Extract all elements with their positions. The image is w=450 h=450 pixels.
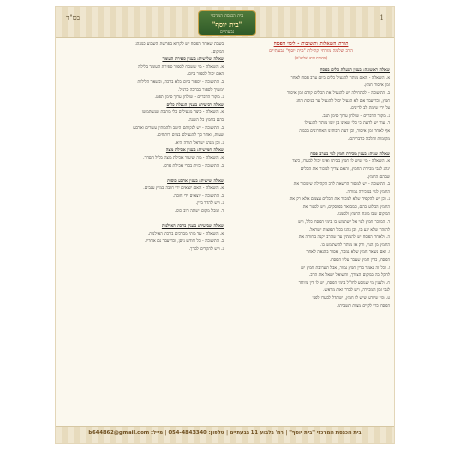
section-heading: שאלה ראשונה: בענין הגעלת כלים בפסח (319, 68, 390, 74)
section-heading: שאלה חמישית: בענין אכילת מצה (165, 148, 224, 154)
text-line: א. השאלה - מי שיש לו חמץ בביתו ואינו יכול לבערו, כיצד (292, 159, 390, 165)
logo-top-text: בית הכנסת המרכזי (210, 14, 244, 19)
logo-badge (198, 10, 256, 36)
text-line: המקום שבו מונח החמץ ולסמנו. (336, 212, 390, 218)
text-line: א. השאלה - עד מתי מברכים ברכת האילנות. (147, 231, 224, 237)
text-line: ג. מקור הדברים - שולחן ערוך סימן תנב. (321, 113, 390, 119)
text-line: על ידי שימת לב לדינים. (349, 106, 390, 112)
text-line: החמץ לגוי במכירה גמורה. (346, 189, 390, 195)
text-line: ג. וכן מנהג ישראל תורה היא. (174, 140, 224, 146)
text-line: האם יכול לספור ביום. (186, 72, 224, 78)
text-line: ו. ואם נשאר חמץ שלא נמכר, אסור בהנאה לאחר (306, 250, 390, 256)
text-line: א. השאלה - כיצד מגעילים כלי מתכת שנשתמשו (141, 110, 224, 116)
paragraph-gap (64, 216, 224, 224)
text-line: ב. התשובה - לכתחילה יש להגעיל את הכלים קודם זמן איסור (287, 90, 390, 96)
left-column (64, 41, 224, 254)
text-line: להזהר שלא יגע בו, וכן נהגו בכל תפוצות ישראל. (308, 227, 390, 233)
text-line: ג. ויש להקדים לברך. (188, 247, 224, 253)
article-title: תורת השאלות ותשובות - לימי הפסח (273, 41, 349, 47)
text-line: המקום. (211, 49, 224, 55)
text-line: זמן איסור חמץ. (363, 83, 390, 89)
article-note: (מתורת הרב שליט"א) (294, 55, 328, 61)
section-heading: שאלה רביעית: בענין הגעלת כלים (166, 102, 224, 108)
text-line: ד. ומכל מקום ישתה רוב כוס. (174, 209, 224, 215)
text-line: ג. ויש להדר ביין. (195, 201, 224, 207)
text-line: בהם בחמץ כל השנה. (187, 117, 224, 123)
text-line: אף לאחר זמן איסור, וכן דעת רבותינו האחרונים בכמה (299, 128, 390, 134)
text-line: ב. התשובה - יש לנקותם היטב ולהמתין עשרים וארבע (133, 125, 224, 131)
right-column-lines (232, 67, 390, 310)
text-line: א. השאלה - האם מותר להגעיל כלים ביום ערב פסח לאחר (290, 75, 390, 81)
text-line: מקומות והלכה כדבריהם. (348, 136, 390, 142)
text-line: ג. וכן יש להקפיד שלא למכור את הכלים עצמם אלא רק את (289, 197, 390, 203)
paragraph-gap (64, 170, 224, 178)
footer-contact-text: בית הכנסת המרכזי "בית יוסף" | רח' גלבוע 11 גבעתיים | טלפון: 054-4843340 | מייל: b644862@gmail.com (88, 430, 362, 436)
left-column-lines (64, 41, 224, 254)
text-line: ה. ולאחר הפסח יש להמתין עד שהרב יקנה בחזרה את (298, 235, 390, 241)
section-heading: שאלה שביעית: בענין ברכת האילנות (161, 224, 224, 230)
logo-main-text: "בית יוסף" (211, 20, 243, 29)
text-line: א. השאלה - האם יוצאים ידי חובה במיץ ענבים. (143, 186, 224, 192)
text-line: ז. וכל זה נאמר בדין חמץ גמור, אבל תערובת חמץ יש (301, 265, 390, 271)
text-line: ג. מקור הדברים - שולחן ערוך סימן תפט. (154, 95, 224, 101)
newsletter-page (55, 6, 395, 444)
text-line: ינהג לגבי מכירת החמץ, והאם צריך למכור את הכלים (300, 166, 390, 172)
section-heading: שאלה שישית: בענין ארבע כוסות (167, 178, 224, 184)
text-line: ימשיך לספור בברכה כרגיל. (178, 87, 224, 93)
text-line: להקל בה במקום הצורך, והשואל ישאל את הרב. (308, 273, 390, 279)
text-line: ט. ומי שיודע שיש לו חמץ, ישתדל לבערו לפני (312, 296, 390, 302)
text-line: ד. המוכר חמץ לגוי אל ישתמש בו בימי הפסח כלל, ויש (298, 220, 390, 226)
text-line: שבהם החמץ. (366, 174, 390, 180)
text-line: ח. ולענין מי שנוסע לחו"ל בימי הפסח, יש לו דין מיוחד (298, 280, 390, 286)
text-line: לגבי זמן המכירה, ויש לברר זאת מראש. (323, 288, 390, 294)
text-line: ב. התשובה - יש למסור הרשאה לרב הקהילה שימכור את (293, 182, 390, 188)
text-line: החמץ הבלוע בהם, כמבואר בפוסקים, ויש לסגור את (302, 204, 390, 210)
header-left-text: בס"ד (66, 14, 80, 22)
text-line: בשבת שאחר הפסח יש לקרוא בפרשת השבוע כמנהג (135, 42, 224, 47)
text-line: שעות, ואחר כך להגעילם במים רותחים. (156, 133, 224, 139)
text-line: א. השאלה - מי ששכח לספור ספירת העומר בלילה (138, 64, 224, 70)
text-line: ב. התשובה - כל חודש ניסן, ובדיעבד גם אחריו. (144, 239, 224, 245)
page-number: 1 (379, 14, 384, 22)
text-line: החמץ מן הגוי, ורק אז מותר להשתמש בו. (320, 242, 390, 248)
text-line: א. השאלה - מה שיעור אכילת מצה בליל הסדר. (143, 155, 224, 161)
text-line: ב. התשובה - יספור ביום בלא ברכה, ובשאר הלילות (137, 79, 224, 85)
right-column (232, 41, 390, 310)
paragraph-gap (232, 143, 390, 151)
text-line: ד. עוד יש לדעת כי כלי שאינו בן יומו מותר להגעילו (304, 121, 390, 127)
text-line: הפסח כדי לקיים מצות תשביתו. (336, 303, 390, 309)
footer-band (56, 426, 394, 443)
header-band (56, 7, 394, 38)
text-line: ב. התשובה - כזית בכדי אכילת פרס. (162, 163, 224, 169)
text-line: הפסח, כדין חמץ שעבר עליו הפסח. (329, 258, 390, 264)
logo-sub-text: גבעתיים (219, 30, 235, 35)
text-line: חמץ, ובדיעבד אם לא הגעיל יכול להגעיל עד כניסת החג (296, 98, 390, 104)
section-heading: שאלה שניה: בענין מכירת חמץ לגוי בערב פסח (310, 151, 390, 157)
text-line: ב. התשובה - יוצאים ידי חובה. (172, 193, 224, 199)
article-subtitle: הרב שלמה מזרחי קהילת "בית יוסף" גבעתיים (269, 49, 353, 55)
section-heading: שאלה שלישית: בענין ספירת העומר (162, 57, 224, 63)
